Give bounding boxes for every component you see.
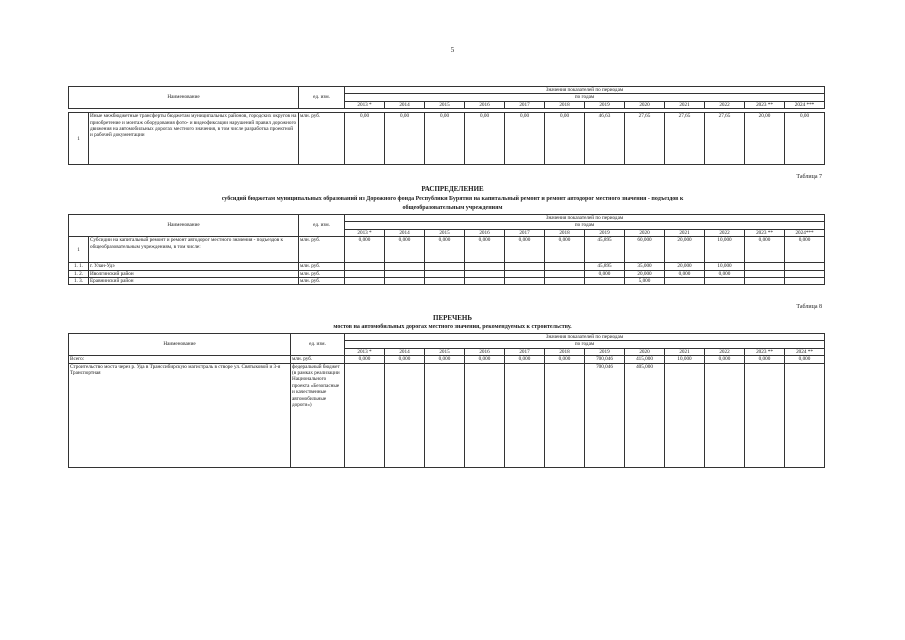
value-cell: 27,65 <box>705 113 745 165</box>
name-header: Наименование <box>69 215 299 237</box>
year-header: 2019 <box>585 348 625 355</box>
value-cell: 0,00 <box>505 113 545 165</box>
year-header: 2014 <box>385 101 425 108</box>
year-header: 2017 <box>505 229 545 236</box>
value-cell <box>345 363 385 467</box>
total-value: 10,000 <box>665 356 705 363</box>
year-header: 2015 <box>425 101 465 108</box>
value-cell: 0,00 <box>385 113 425 165</box>
row-unit: млн. руб. <box>299 237 345 263</box>
total-unit: млн. руб. <box>291 356 345 363</box>
value-cell: 20,000 <box>665 237 705 263</box>
value-cell: 0,00 <box>425 113 465 165</box>
value-cell <box>705 363 745 467</box>
value-cell <box>345 270 385 277</box>
year-header: 2016 <box>465 229 505 236</box>
values-header: Значения показателей по периодам <box>345 87 825 94</box>
value-cell <box>545 263 585 270</box>
table-7-subtitle-line-1: субсидий бюджетам муниципальных образований из Дорожного фонда Республики Бурятия на капитальный ремонт и ремонт автодорог местного значения - подъездов к <box>221 196 684 202</box>
value-cell <box>785 363 825 467</box>
year-header: 2017 <box>505 101 545 108</box>
value-cell: 20,000 <box>665 263 705 270</box>
year-header: 2020 <box>625 101 665 108</box>
table-row <box>69 263 825 270</box>
row-unit: млн. руб. <box>299 278 345 285</box>
total-value: 0,000 <box>345 356 385 363</box>
row-name: Субсидии на капитальный ремонт и ремонт автодорог местного значения - подъездов к общеобразовательным учреждениям, в том числе: <box>89 237 299 263</box>
row-name: Еравнинский район <box>89 278 299 285</box>
year-header: 2022 <box>705 101 745 108</box>
page-number: 5 <box>450 46 455 54</box>
value-cell <box>385 270 425 277</box>
value-cell <box>425 363 465 467</box>
row-unit: млн. руб. <box>299 113 345 165</box>
value-cell: 0,000 <box>465 237 505 263</box>
value-cell: 0,000 <box>385 237 425 263</box>
years-header: по годам <box>345 94 825 101</box>
unit-header: ед. изм. <box>299 215 345 237</box>
row-name: Строительство моста через р. Уда в Транссибирскую магистраль в створе ул. Святыковой и 3-я Транспортная <box>69 363 291 467</box>
year-header: 2018 <box>545 101 585 108</box>
value-cell <box>785 263 825 270</box>
year-header: 2013 * <box>345 101 385 108</box>
year-header: 2019 <box>585 229 625 236</box>
total-value: 0,000 <box>545 356 585 363</box>
row-number: 1. 2. <box>69 270 89 277</box>
value-cell: 0,00 <box>465 113 505 165</box>
value-cell <box>665 363 705 467</box>
value-cell <box>785 278 825 285</box>
table-row <box>69 278 825 285</box>
year-header: 2014 <box>385 229 425 236</box>
value-cell: 10,000 <box>705 263 745 270</box>
year-header: 2021 <box>665 101 705 108</box>
year-header: 2013 * <box>345 348 385 355</box>
total-value: 0,000 <box>385 356 425 363</box>
value-cell: 0,000 <box>425 237 465 263</box>
table-row <box>69 113 825 165</box>
value-cell: 20,000 <box>625 270 665 277</box>
year-header: 2016 <box>465 101 505 108</box>
value-cell <box>545 363 585 467</box>
value-cell: 45,895 <box>585 263 625 270</box>
value-cell: 0,00 <box>785 113 825 165</box>
year-header: 2021 <box>665 229 705 236</box>
year-header: 2015 <box>425 348 465 355</box>
value-cell <box>705 278 745 285</box>
table-8-subtitle: мостов на автомобильных дорогах местного значения, рекомендуемых к строительству. <box>333 324 572 330</box>
name-header: Наименование <box>69 87 299 109</box>
total-value: 700,046 <box>585 356 625 363</box>
value-cell: 0,000 <box>785 237 825 263</box>
year-header: 2023 ** <box>745 348 785 355</box>
value-cell: 45,895 <box>585 237 625 263</box>
value-cell: 0,00 <box>545 113 585 165</box>
row-name: г. Улан-Удэ <box>89 263 299 270</box>
row-unit: млн. руб. <box>299 263 345 270</box>
value-cell: 405,000 <box>625 363 665 467</box>
row-unit: федеральный бюджет (в рамках реализации Национального проекта «Безопасные и качественные автомобильные дороги») <box>291 363 345 467</box>
value-cell <box>425 278 465 285</box>
value-cell <box>425 270 465 277</box>
value-cell: 0,00 <box>345 113 385 165</box>
row-number: 1 <box>69 113 89 165</box>
total-value: 0,000 <box>465 356 505 363</box>
name-header: Наименование <box>69 334 291 356</box>
value-cell: 0,000 <box>745 237 785 263</box>
table-7-label: Таблица 7 <box>796 174 822 180</box>
year-header: 2020 <box>625 229 665 236</box>
table-subsidies <box>68 214 825 285</box>
value-cell <box>745 363 785 467</box>
value-cell <box>345 278 385 285</box>
row-number: 1 <box>69 237 89 263</box>
value-cell <box>545 278 585 285</box>
value-cell <box>465 270 505 277</box>
total-value: 0,000 <box>705 356 745 363</box>
year-header: 2022 <box>705 229 745 236</box>
total-value: 0,000 <box>505 356 545 363</box>
value-cell <box>505 278 545 285</box>
row-number: 1. 1. <box>69 263 89 270</box>
table-7-title: РАСПРЕДЕЛЕНИЕ <box>421 185 484 193</box>
value-cell <box>425 263 465 270</box>
value-cell <box>385 278 425 285</box>
value-cell: 35,000 <box>625 263 665 270</box>
value-cell: 46,63 <box>585 113 625 165</box>
value-cell <box>505 263 545 270</box>
years-header: по годам <box>345 222 825 229</box>
total-label: Всего: <box>69 356 291 363</box>
value-cell: 0,000 <box>585 270 625 277</box>
table-7-subtitle-line-2: общеобразовательным учреждениям <box>402 205 503 211</box>
value-cell <box>745 278 785 285</box>
value-cell: 27,65 <box>665 113 705 165</box>
value-cell <box>545 270 585 277</box>
year-header: 2021 <box>665 348 705 355</box>
year-header: 2024 *** <box>785 101 825 108</box>
year-header: 2023 ** <box>745 101 785 108</box>
value-cell: 0,000 <box>505 237 545 263</box>
value-cell: 20,00 <box>745 113 785 165</box>
values-header: Значения показателей по периодам <box>345 215 825 222</box>
table-row <box>69 363 825 467</box>
total-value: 0,000 <box>745 356 785 363</box>
table-row <box>69 237 825 263</box>
value-cell <box>465 363 505 467</box>
value-cell <box>385 363 425 467</box>
value-cell <box>385 263 425 270</box>
year-header: 2015 <box>425 229 465 236</box>
year-header: 2024*** <box>785 229 825 236</box>
years-header: по годам <box>345 341 825 348</box>
total-row <box>69 356 825 363</box>
row-number: 1. 3. <box>69 278 89 285</box>
unit-header: ед. изм. <box>291 334 345 356</box>
value-cell <box>745 270 785 277</box>
value-cell: 0,000 <box>705 270 745 277</box>
table-8-title: ПЕРЕЧЕНЬ <box>433 314 472 322</box>
value-cell <box>345 263 385 270</box>
value-cell: 0,000 <box>545 237 585 263</box>
total-value: 0,000 <box>785 356 825 363</box>
year-header: 2017 <box>505 348 545 355</box>
total-value: 415,000 <box>625 356 665 363</box>
values-header: Значения показателей по периодам <box>345 334 825 341</box>
value-cell: 27,65 <box>625 113 665 165</box>
total-value: 0,000 <box>425 356 465 363</box>
row-name: Иволгинский район <box>89 270 299 277</box>
value-cell <box>585 278 625 285</box>
table-8-label: Таблица 8 <box>796 304 822 310</box>
value-cell <box>665 278 705 285</box>
year-header: 2022 <box>705 348 745 355</box>
year-header: 2016 <box>465 348 505 355</box>
value-cell: 0,000 <box>665 270 705 277</box>
table-bridges <box>68 333 825 468</box>
table-transfers <box>68 86 825 165</box>
year-header: 2014 <box>385 348 425 355</box>
unit-header: ед. изм. <box>299 87 345 109</box>
table-row <box>69 270 825 277</box>
value-cell: 5,000 <box>625 278 665 285</box>
value-cell: 10,000 <box>705 237 745 263</box>
row-unit: млн. руб. <box>299 270 345 277</box>
year-header: 2013 * <box>345 229 385 236</box>
value-cell <box>505 363 545 467</box>
value-cell: 700,046 <box>585 363 625 467</box>
year-header: 2024 ** <box>785 348 825 355</box>
value-cell: 60,000 <box>625 237 665 263</box>
year-header: 2023 ** <box>745 229 785 236</box>
row-name: Иные межбюджетные трансферты бюджетам муниципальных районов, городских округов на приобретение и монтаж оборудования фото- и видеофиксации нарушений правил дорожного движения на автомобильных дорогах местного значения, в том числе разработка проектной и рабочей документации <box>89 113 299 165</box>
year-header: 2020 <box>625 348 665 355</box>
year-header: 2018 <box>545 229 585 236</box>
value-cell: 0,000 <box>345 237 385 263</box>
year-header: 2018 <box>545 348 585 355</box>
year-header: 2019 <box>585 101 625 108</box>
value-cell <box>745 263 785 270</box>
value-cell <box>505 270 545 277</box>
value-cell <box>465 263 505 270</box>
value-cell <box>465 278 505 285</box>
value-cell <box>785 270 825 277</box>
